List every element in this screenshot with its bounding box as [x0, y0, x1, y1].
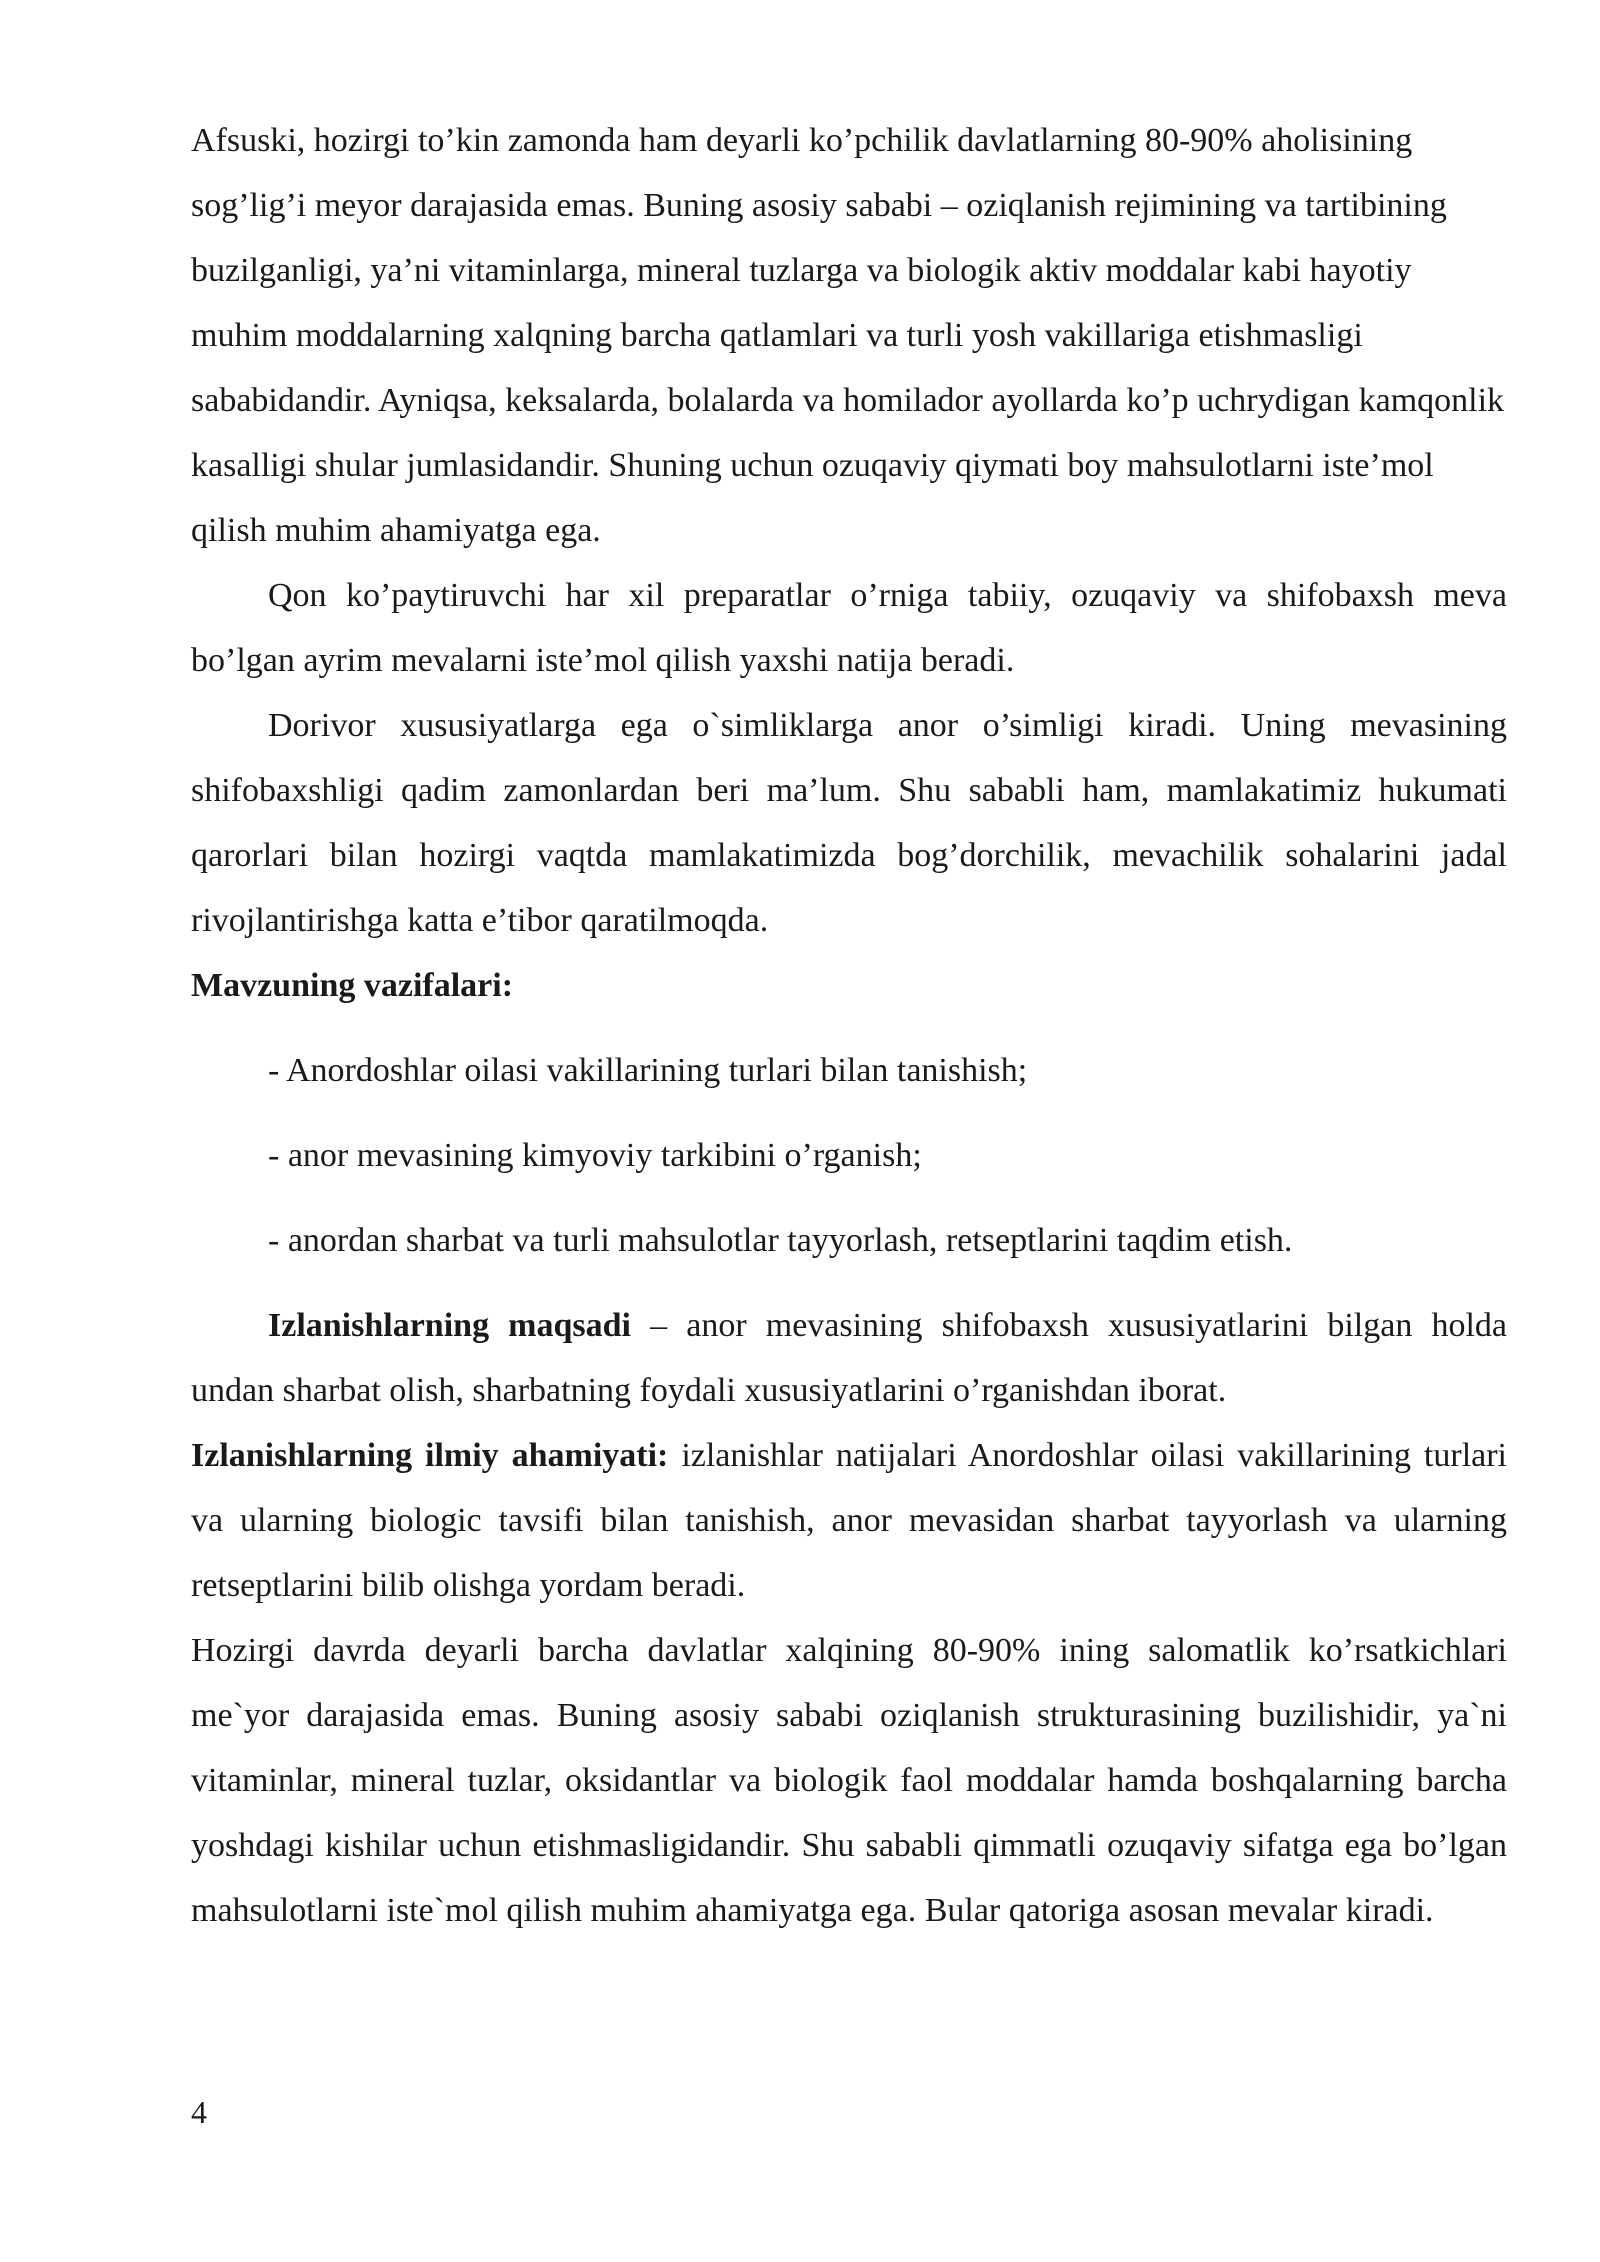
tasks-heading: Mavzuning vazifalari:: [191, 967, 514, 1004]
significance-lead: Izlanishlarning ilmiy ahamiyati:: [191, 1437, 669, 1474]
goal-text: – anor mevasining shifobaxsh xususiyatlarini bilgan holda undan sharbat olish, sharbatning foydali xususiyatlarini o’rganishdan iborat.: [191, 1307, 1507, 1409]
task-item: - anor mevasining kimyoviy tarkibini o’rganish;: [268, 1137, 922, 1174]
paragraph-pomegranate: Dorivor xususiyatlarga ega o`simliklarga anor o’simligi kiradi. Uning mevasining shifobaxshligi qadim zamonlardan beri ma’lum. Shu sababli ham, mamlakatimiz hukumati qarorlari bilan hozirgi vaqtda mamlakatimizda bog’dorchilik, mevachilik sohalarini jadal rivojlantirishga katta e’tibor qaratilmoqda.: [191, 707, 1507, 939]
page-number: 4: [191, 2094, 207, 2130]
paragraph-significance: [191, 1423, 1507, 1618]
task-item: - anordan sharbat va turli mahsulotlar tayyorlash, retseptlarini taqdim etish.: [268, 1222, 1293, 1259]
paragraph-final: Hozirgi davrda deyarli barcha davlatlar xalqining 80-90% ining salomatlik ko’rsatkichlari me`yor darajasida emas. Buning asosiy sababi oziqlanish strukturasining buzilishidir, ya`ni vitaminlar, mineral tuzlar, oksidantlar va biologik faol moddalar hamda boshqalarning barcha yoshdagi kishilar uchun etishmasligidandir. Shu sababli qimmatli ozuqaviy sifatga ega bo’lgan mahsulotlarni iste`mol qilish muhim ahamiyatga ega. Bular qatoriga asosan mevalar kiradi.: [191, 1632, 1507, 1929]
document-page: [191, 108, 1507, 1943]
tasks-list: [191, 1038, 1507, 1273]
paragraph-goal: [191, 1293, 1507, 1423]
paragraph-blood: Qon ko’paytiruvchi har xil preparatlar o’rniga tabiiy, ozuqaviy va shifobaxsh meva bo’lgan ayrim mevalarni iste’mol qilish yaxshi natija beradi.: [191, 577, 1507, 679]
goal-lead: Izlanishlarning maqsadi: [268, 1307, 631, 1344]
significance-text: izlanishlar natijalari Anordoshlar oilasi vakillarining turlari va ularning biologic tavsifi bilan tanishish, anor mevasidan sharbat tayyorlash va ularning retseptlarini bilib olishga yordam beradi.: [191, 1437, 1507, 1604]
paragraph-intro: Afsuski, hozirgi to’kin zamonda ham deyarli ko’pchilik davlatlarning 80-90% aholisining sog’lig’i meyor darajasida emas. Buning asosiy sababi – oziqlanish rejimining va tartibining buzilganligi, ya’ni vitaminlarga, mineral tuzlarga va biologik aktiv moddalar kabi hayotiy muhim moddalarning xalqning barcha qatlamlari va turli yosh vakillariga etishmasligi sababidandir. Ayniqsa, keksalarda, bolalarda va homilador ayollarda ko’p uchrydigan kamqonlik kasalligi shular jumlasidandir. Shuning uchun ozuqaviy qiymati boy mahsulotlarni iste’mol qilish muhim ahamiyatga ega.: [191, 122, 1505, 549]
task-item: - Anordoshlar oilasi vakillarining turlari bilan tanishish;: [268, 1052, 1028, 1089]
